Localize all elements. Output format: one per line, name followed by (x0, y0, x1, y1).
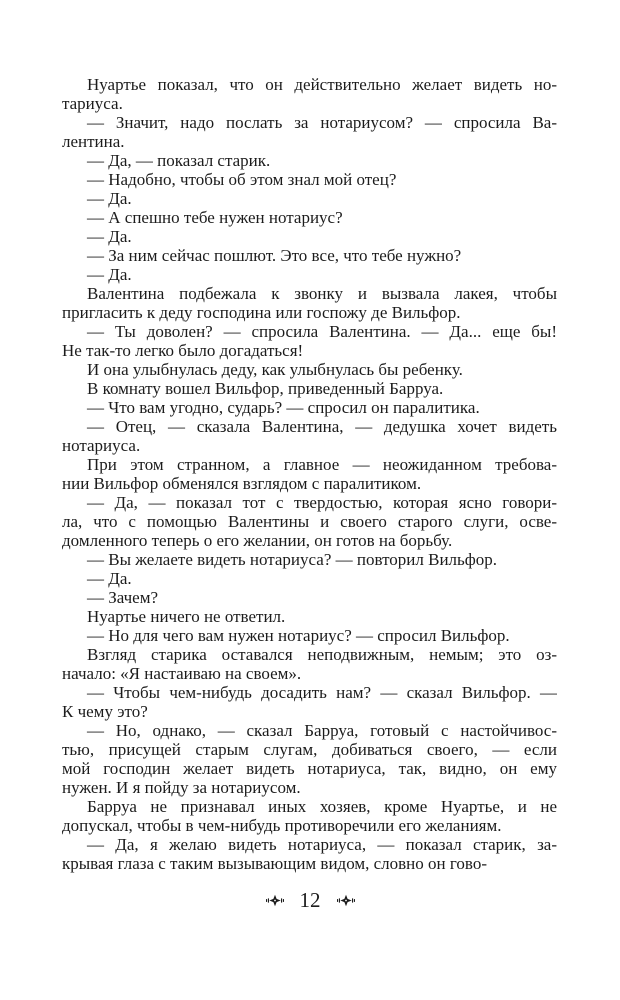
paragraph (62, 588, 557, 607)
paragraph (62, 284, 557, 322)
text-line: — Значит, надо послать за нотариусом? — спросила Ва- (87, 113, 557, 132)
text-line: нотариуса. (62, 436, 141, 455)
text-line: пригласить к деду господина или госпожу де Вильфор. (62, 303, 461, 322)
text-line: — Да, я желаю видеть нотариуса, — показал старик, за- (87, 835, 557, 854)
text-line: ла, что с помощью Валентины и своего старого слуги, осве- (62, 512, 557, 531)
paragraph (62, 569, 557, 588)
text-line: В комнату вошел Вильфор, приведенный Барруа. (87, 379, 444, 398)
paragraph (62, 417, 557, 455)
text-line: — За ним сейчас пошлют. Это все, что тебе нужно? (87, 246, 462, 265)
text-line: — Что вам угодно, сударь? — спросил он паралитика. (87, 398, 480, 417)
paragraph (62, 626, 557, 645)
text-line: тью, присущей старым слугам, добиваться своего, — если (62, 740, 557, 759)
text-line: Взгляд старика оставался неподвижным, немым; это оз- (87, 645, 557, 664)
text-line: Валентина подбежала к звонку и вызвала лакея, чтобы (87, 284, 557, 303)
text-line: — Ты доволен? — спросила Валентина. — Да... еще бы! (87, 322, 557, 341)
text-line: Не так-то легко было догадаться! (62, 341, 304, 360)
paragraph (62, 493, 557, 550)
text-line: — Вы желаете видеть нотариуса? — повторил Вильфор. (87, 550, 498, 569)
text-line: — Да. (87, 227, 132, 246)
paragraph (62, 265, 557, 284)
paragraph (62, 379, 557, 398)
paragraph (62, 607, 557, 626)
text-line: нии Вильфор обменялся взглядом с паралитиком. (62, 474, 422, 493)
paragraph (62, 550, 557, 569)
paragraph (62, 455, 557, 493)
fleuron-right-icon (337, 894, 355, 907)
page-number: 12 (299, 888, 321, 912)
paragraph (62, 721, 557, 797)
text-line: начало: «Я настаиваю на своем». (62, 664, 302, 683)
paragraph (62, 227, 557, 246)
text-line: — Но, однако, — сказал Барруа, готовый с настойчивос- (87, 721, 557, 740)
text-line: И она улыбнулась деду, как улыбнулась бы ребенку. (87, 360, 463, 379)
text-line: — Но для чего вам нужен нотариус? — спросил Вильфор. (87, 626, 510, 645)
text-line: допускал, чтобы в чем-нибудь противоречили его желаниям. (62, 816, 502, 835)
text-line: Нуартье показал, что он действительно желает видеть но- (87, 75, 557, 94)
text-line: Барруа не признавал иных хозяев, кроме Нуартье, и не (87, 797, 557, 816)
paragraph (62, 170, 557, 189)
page-text (62, 75, 557, 873)
text-line: тариуса. (62, 94, 123, 113)
text-line: домленного теперь о его желании, он готов на борьбу. (62, 531, 453, 550)
text-line: — Да. (87, 569, 132, 588)
text-line: крывая глаза с таким вызывающим видом, словно он гово- (62, 854, 487, 873)
text-line: нужен. И я пойду за нотариусом. (62, 778, 301, 797)
text-line: — Да. (87, 265, 132, 284)
page-footer (0, 888, 620, 912)
paragraph (62, 75, 557, 113)
paragraph (62, 208, 557, 227)
text-line: При этом странном, а главное — неожиданном требова- (87, 455, 557, 474)
text-line: К чему это? (62, 702, 148, 721)
text-line: лентина. (62, 132, 125, 151)
paragraph (62, 360, 557, 379)
text-line: — Зачем? (87, 588, 159, 607)
paragraph (62, 835, 557, 873)
text-line: — Отец, — сказала Валентина, — дедушка хочет видеть (87, 417, 557, 436)
fleuron-left-icon (266, 894, 284, 907)
text-line: — Надобно, чтобы об этом знал мой отец? (87, 170, 397, 189)
paragraph (62, 151, 557, 170)
text-line: — Да. (87, 189, 132, 208)
paragraph (62, 189, 557, 208)
text-line: — Да, — показал тот с твердостью, которая ясно говори- (87, 493, 557, 512)
paragraph (62, 645, 557, 683)
paragraph (62, 683, 557, 721)
paragraph (62, 797, 557, 835)
text-line: мой господин желает видеть нотариуса, так, видно, он ему (62, 759, 557, 778)
paragraph (62, 113, 557, 151)
paragraph (62, 322, 557, 360)
paragraph (62, 398, 557, 417)
text-line: — Да, — показал старик. (87, 151, 271, 170)
paragraph (62, 246, 557, 265)
text-line: — Чтобы чем-нибудь досадить нам? — сказал Вильфор. — (87, 683, 557, 702)
text-line: Нуартье ничего не ответил. (87, 607, 286, 626)
text-line: — А спешно тебе нужен нотариус? (87, 208, 343, 227)
